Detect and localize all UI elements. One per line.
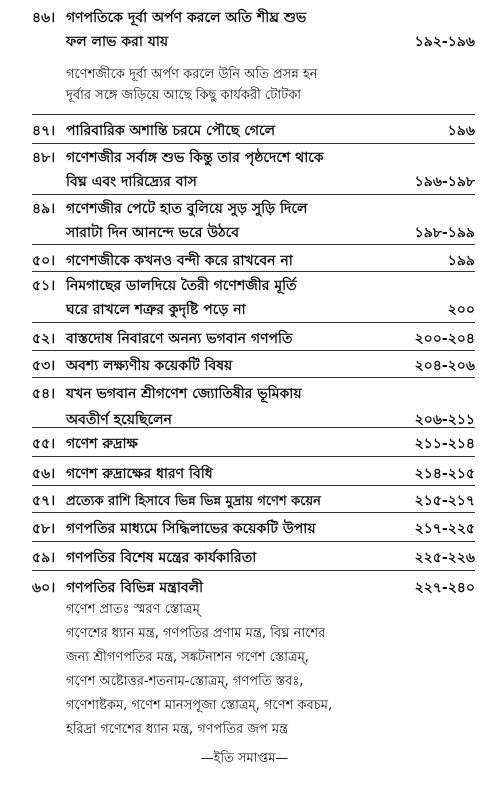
entry-pages: ২০০-২০৪ (414, 331, 475, 347)
toc-entry-50 (32, 249, 475, 273)
entry-subtitle: গণেশজীকে দূর্বা অর্পণ করলে উনি অতি প্রসন্ন হন (66, 67, 318, 82)
entry-title: গণপতির বিশেষ মন্ত্রের কার্যকারিতা (66, 550, 257, 566)
toc-entry-58 (32, 517, 475, 541)
entry-title: গণেশ রুদ্রাক্ষ (66, 436, 138, 452)
entry-pages: ১৯৯ (447, 253, 475, 269)
entry-title: প্রত্যেক রাশি হিসাবে ভিন্ন ভিন্ন মুদ্রায় গণেশ কয়েন (66, 494, 321, 509)
entry-title-cont: ঘরে রাখলে শত্রুর কুদৃষ্টি পড়ে না (66, 302, 246, 318)
entry-number: ৫৫। (32, 436, 56, 452)
mantra-list-line: জন্য শ্রীগণপতির মন্ত্র, সঙ্কটনাশন গণেশ স্তোত্রম্, (66, 650, 309, 665)
entry-number: ৫৮। (32, 521, 56, 537)
divider (32, 512, 475, 513)
toc-entry-48 (32, 146, 475, 194)
divider (32, 350, 475, 351)
toc-entry-59 (32, 546, 475, 570)
divider (32, 456, 475, 457)
entry-number: ৪৮। (32, 150, 56, 166)
entry-pages: ২০০ (447, 302, 475, 318)
entry-title-cont: বিঘ্ন এবং দারিদ্র্যের বাস (66, 174, 197, 190)
entry-pages: ১৯৬-১৯৮ (414, 174, 475, 190)
entry-title: বাস্তদোষ নিবারণে অনন্য ভগবান গণপতি (66, 331, 293, 347)
entry-title: পারিবারিক অশান্তি চরমে পৌছে গেলে (66, 123, 276, 139)
divider (32, 271, 475, 272)
entry-pages: ২২৫-২২৬ (414, 550, 475, 566)
divider (32, 143, 475, 144)
entry-number: ৫৪। (32, 386, 56, 402)
toc-entry-53 (32, 354, 475, 378)
entry-number: ৫৬। (32, 466, 56, 482)
entry-number: ৪৬। (32, 10, 56, 26)
divider (32, 570, 475, 571)
divider (32, 114, 475, 115)
entry-title: অবশ্য লক্ষ্যণীয় কয়েকটি বিষয় (66, 358, 233, 374)
divider (32, 427, 475, 428)
divider (32, 541, 475, 542)
toc-entry-60 (32, 576, 475, 600)
toc-entry-56 (32, 462, 475, 486)
toc-entry-51 (32, 274, 475, 322)
mantra-list-line: গণেশাষ্টকম, গণেশ মানসপূজা স্তোত্রম্, গণেশ কবচম, (66, 698, 333, 713)
toc-entry-47 (32, 119, 475, 143)
entry-pages: ২০৪-২০৬ (414, 358, 475, 374)
entry-number: ৫০। (32, 253, 56, 269)
entry-title: গণেশজীকে কখনও বন্দী করে রাখবেন না (66, 253, 293, 269)
divider (32, 322, 475, 323)
entry-number: ৬০। (32, 580, 56, 596)
toc-entry-55 (32, 432, 475, 456)
entry-number: ৪৭। (32, 123, 56, 139)
entry-title-cont: অবতীর্ণ হয়েছিলেন (66, 412, 172, 428)
entry-title: গণপতিকে দূর্বা অর্পণ করলে অতি শীঘ্র শুভ (66, 10, 307, 26)
entry-number: ৫৩। (32, 358, 56, 374)
entry-number: ৫১। (32, 278, 56, 294)
entry-title: গণপতির মাধ্যমে সিদ্ধিলাভের কয়েকটি উপায় (66, 521, 316, 537)
entry-title: যখন ভগবান শ্রীগণেশ জ্যোতিষীর ভূমিকায় (66, 386, 302, 402)
divider (32, 485, 475, 486)
entry-pages: ২১৪-২১৫ (414, 466, 475, 482)
entry-title: গণেশজীর পেটে হাত বুলিয়ে সুড় সুড়ি দিলে (66, 201, 308, 217)
entry-pages: ১৯৬ (447, 123, 475, 139)
entry-pages: ২১৫-২১৭ (414, 493, 475, 509)
entry-number: ৪৯। (32, 201, 56, 217)
entry-pages: ১৯৮-১৯৯ (414, 225, 475, 241)
toc-entry-57 (32, 489, 475, 513)
divider (32, 377, 475, 378)
entry-title: নিমগাছের ডালদিয়ে তৈরী গণেশজীর মূর্তি (66, 278, 297, 294)
entry-pages: ২২৭-২৪০ (414, 580, 475, 596)
toc-entry-54 (32, 382, 475, 432)
entry-pages: ২১১-২১৪ (414, 436, 475, 452)
mantra-list-line: গণেশ অষ্টোত্তর-শতনাম-স্তোত্রম্, গণপতি স্তবঃ, (66, 674, 304, 689)
entry-title: গণেশ রুদ্রাক্ষের ধারণ বিধি (66, 466, 213, 482)
entry-title-cont: সারাটা দিন আনন্দে ভরে উঠবে (66, 225, 240, 241)
entry-pages: ১৯২-১৯৬ (414, 34, 475, 50)
divider (32, 244, 475, 245)
mantra-list-line: গণেশের ধ্যান মন্ত্র, গণপতির প্রণাম মন্ত্র, বিঘ্ন নাশের (66, 626, 326, 641)
entry-pages: ২০৬-২১১ (414, 412, 475, 428)
toc-entry-46 (32, 6, 475, 106)
mantra-list-line: গণেশ প্রাতঃ স্মরণ স্তোত্রম্ (66, 602, 200, 617)
entry-title: গণপতির বিভিন্ন মন্ত্রাবলী (66, 580, 204, 596)
toc-entry-52 (32, 327, 475, 351)
mantra-list-line: হরিদ্রা গণেশের ধ্যান মন্ত্র, গণপতির জপ মন্ত্র (66, 722, 289, 737)
entry-subtitle: দূর্বার সঙ্গে জড়িয়ে আছে কিছু কার্যকরী টোটকা (66, 88, 302, 103)
divider (32, 194, 475, 195)
entry-number: ৫৯। (32, 550, 56, 566)
entry-title-cont: ফল লাভ করা যায় (66, 34, 169, 50)
entry-pages: ২১৭-২২৫ (414, 521, 475, 537)
entry-number: ৫২। (32, 331, 56, 347)
end-text: —ইতি সমাপ্তম— (200, 751, 289, 766)
entry-title: গণেশজীর সর্বাঙ্গ শুভ কিন্তু তার পৃষ্ঠদেশে থাকে (66, 150, 324, 166)
toc-entry-49 (32, 197, 475, 245)
entry-number: ৫৭। (32, 493, 56, 509)
